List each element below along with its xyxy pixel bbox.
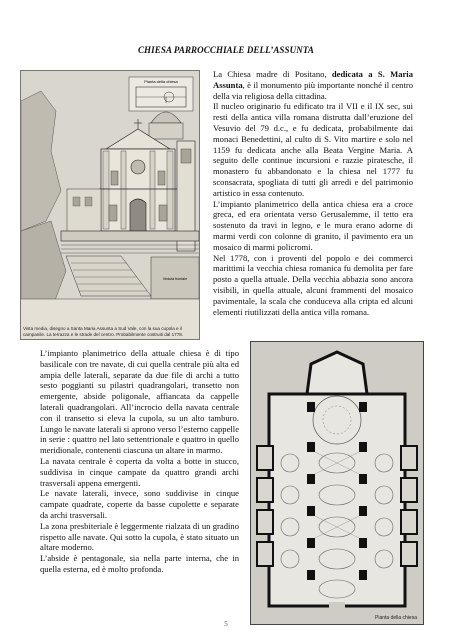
paragraph: Nel 1778, con i proventi del popolo e dei commerci marittimi la vecchia chiesa romanica fu demolita per fare posto a quella attuale. Della vecchia abbazia sono ancora visibili, in quella attuale, alcuni frammenti del mosaico pavimentale, la scala che conduceva alla cripta ed alcuni elementi riutilizzati della antica villa romana.: [213, 252, 413, 317]
page-title: CHIESA PARROCCHIALE DELL’ASSUNTA: [137, 45, 315, 55]
page-number: 5: [224, 620, 228, 628]
paragraph: Il nucleo originario fu edificato tra il VII e il IX sec, sui resti della antica villa romana distrutta dall’eruzione del Vesuvio del 79 d.c., e fu dedicata, probabilmente dai monaci Benedettini, al culto di S. Vito martire e solo nel 1159 fu dedicata anche alla Beata Vergine Maria. A seguito delle continue incursioni e razzie piratesche, il monastero fu abbandonato e la chiesa nel 1777 fu sconsacrata, spogliata di tutti gli arredi e del patrimonio artistico in essa contenuto.: [213, 101, 413, 198]
floor-plan-figure: [250, 341, 424, 625]
text-column-right: [213, 69, 413, 317]
paragraph: La navata centrale è coperta da volta a botte in stucco, suddivisa in cinque campate da quattro grandi archi trasversali appena emergenti.: [40, 455, 239, 488]
facade-drawing: [21, 71, 199, 339]
floor-plan-drawing: [251, 342, 423, 624]
figure1-caption: Vista media, disegno a Santa Maria Assunta a Sud Vale, con la sua cupola e il campanile. La terrazza e le strade del centro. Probabilmente costruiti dal 1778.: [23, 326, 184, 337]
facade-drawing-figure: [20, 70, 200, 340]
intro-bold: dedicata a S. Maria Assunta: [213, 69, 413, 90]
plate-label: Veduta frontale: [162, 277, 188, 281]
paragraph: L’impianto planimetrico della antica chiesa era a croce greca, ed era orientata verso Gerusalemme, il tetto era sostenuto da travi in legno, e le mura erano adorne di marmi verdi con colonne di granito, il pavimento era un mosaico di marmi policromi.: [213, 198, 413, 252]
inset-plan-label: Pianta della chiesa: [144, 79, 178, 84]
intro-lead: La Chiesa madre di Positano,: [213, 69, 332, 79]
figure2-caption: Pianta della chiesa: [375, 615, 417, 621]
intro-rest: , è il monumento più importante nonché il centro della via religiosa della cittadina.: [213, 79, 413, 101]
paragraph: L’impianto planimetrico della attuale chiesa è di tipo basilicale con tre navate, di cui quella centrale più alta ed ampia delle laterali, separate da due file di archi a tutto sesto poggianti su pilastri quadrangolari, transetto non emergente, abside poligonale, affiancata da cappelle laterali quadrangolari. All’incrocio della navata centrale con il transetto si eleva la cupola, su un alto tamburo. Lungo le navate laterali si aprono verso l’esterno cappelle in serie : quattro nel lato settentrionale e quattro in quello meridionale, contenenti ciascuna un altare in marmo.: [40, 348, 240, 456]
text-column-left: [40, 348, 239, 575]
paragraph: La zona presbiteriale è leggermente rialzata di un gradino rispetto alle navate. Qui sotto la cupola, è stato situato un altare moderno.: [40, 520, 239, 553]
paragraph: Le navate laterali, invece, sono suddivise in cinque campate quadrate, coperte da basse cupolette e separate da archi trasversali.: [40, 488, 239, 520]
paragraph: L’abside è pentagonale, sia nella parte interna, che in quella esterna, ed è molto profonda.: [40, 553, 239, 574]
intro-paragraph: [213, 69, 413, 101]
